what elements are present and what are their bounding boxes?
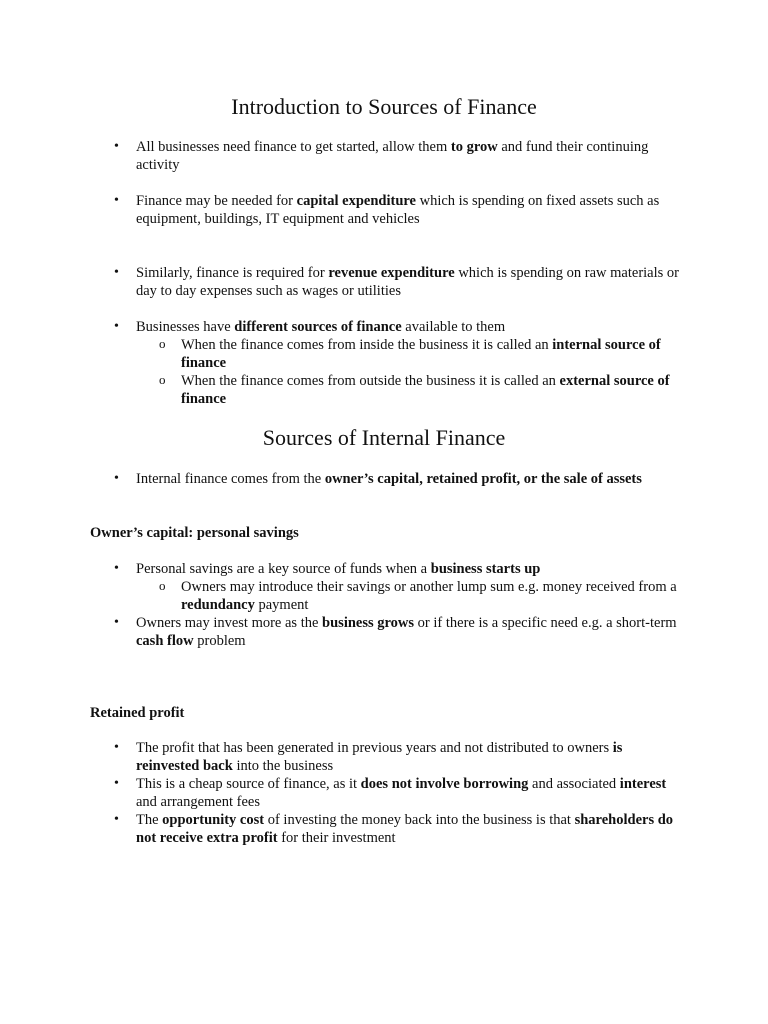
- owners-capital-list: [136, 560, 681, 650]
- list-item: • The opportunity cost of investing the money back into the business is that shareholders do not receive extra profit for their investment: [136, 811, 681, 847]
- intro-bullet-list: [136, 138, 681, 408]
- internal-bullet-list: [136, 470, 681, 488]
- owners-capital-heading: Owner’s capital: personal savings: [90, 525, 299, 541]
- retained-profit-heading: Retained profit: [90, 705, 185, 721]
- retained-profit-list: [136, 739, 681, 847]
- section-title: Sources of Internal Finance: [262, 425, 506, 450]
- intro-sub-list: [136, 336, 681, 408]
- list-item: o When the finance comes from inside the business it is called an internal source of finance: [181, 336, 681, 372]
- owners-capital-sub-list: [136, 578, 681, 614]
- list-item: • Similarly, finance is required for revenue expenditure which is spending on raw materials or day to day expenses such as wages or utilities: [136, 264, 681, 300]
- page-title: Introduction to Sources of Finance: [231, 94, 537, 119]
- list-item: o Owners may introduce their savings or another lump sum e.g. money received from a redundancy payment: [181, 578, 681, 614]
- list-item: • Finance may be needed for capital expenditure which is spending on fixed assets such as equipment, buildings, IT equipment and vehicles: [136, 192, 681, 228]
- list-item: • Businesses have different sources of finance available to them o When the finance comes from inside the business it is called an internal source of finance o When the finance comes from outside the business it is called an external source of finance: [136, 318, 681, 408]
- list-item: • The profit that has been generated in previous years and not distributed to owners is reinvested back into the business: [136, 739, 681, 775]
- list-item: • Internal finance comes from the owner’s capital, retained profit, or the sale of assets: [136, 470, 681, 488]
- list-item: • Personal savings are a key source of funds when a business starts up o Owners may introduce their savings or another lump sum e.g. money received from a redundancy payment: [136, 560, 681, 614]
- list-item: • All businesses need finance to get started, allow them to grow and fund their continuing activity: [136, 138, 681, 174]
- list-item: • Owners may invest more as the business grows or if there is a specific need e.g. a short-term cash flow problem: [136, 614, 681, 650]
- list-item: • This is a cheap source of finance, as it does not involve borrowing and associated interest and arrangement fees: [136, 775, 681, 811]
- list-item: o When the finance comes from outside the business it is called an external source of finance: [181, 372, 681, 408]
